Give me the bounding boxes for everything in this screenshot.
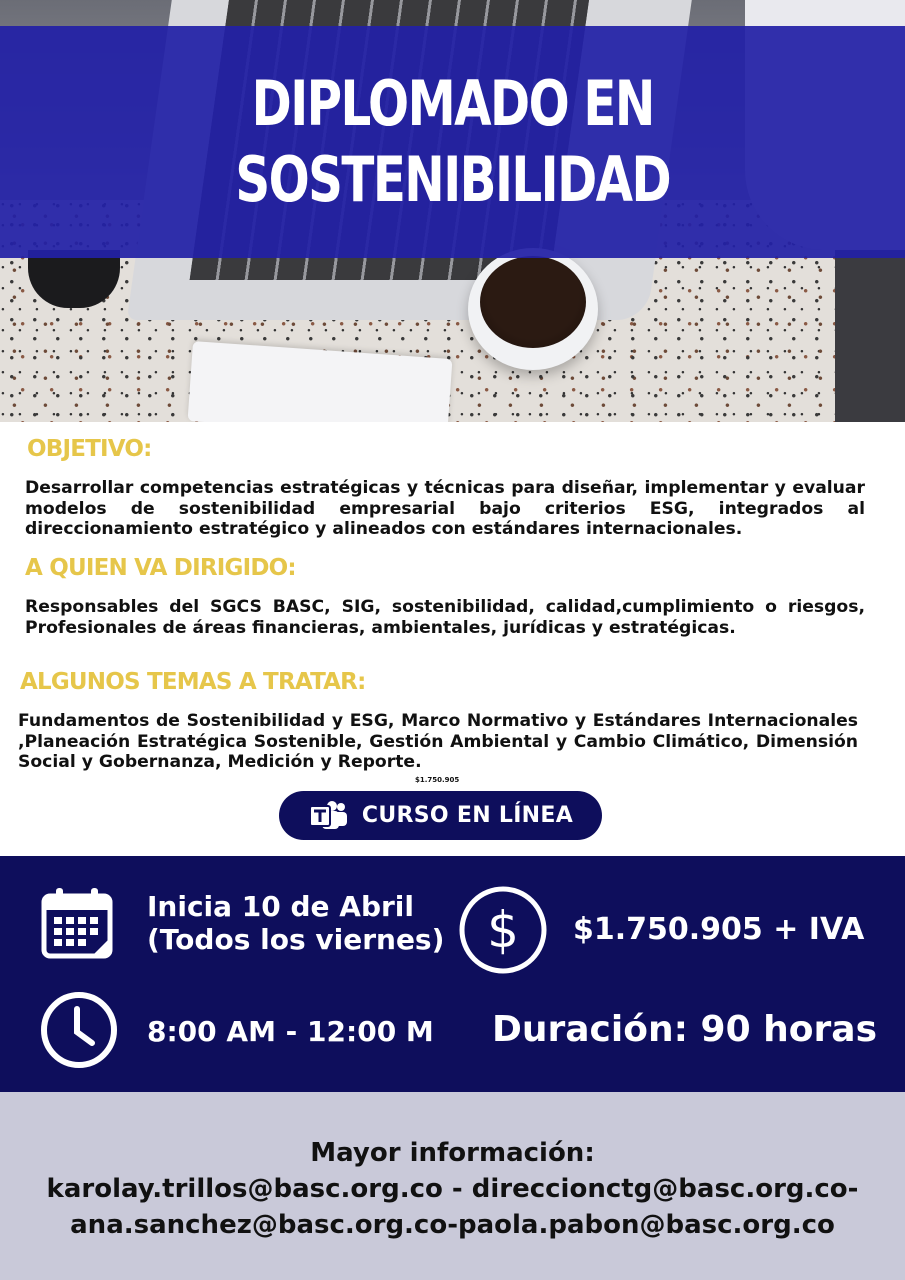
- temas-heading: ALGUNOS TEMAS A TRATAR:: [20, 669, 366, 695]
- course-online-label: CURSO EN LÍNEA: [361, 803, 574, 828]
- svg-text:$: $: [487, 901, 519, 959]
- price-text: $1.750.905 + IVA: [573, 912, 865, 947]
- info-band: [0, 856, 905, 1092]
- schedule-text: 8:00 AM - 12:00 M: [147, 1015, 434, 1048]
- dollar-icon: [458, 885, 548, 975]
- dirigido-body: Responsables del SGCS BASC, SIG, sostenibilidad, calidad,cumplimiento o riesgos, Profesionales de áreas financieras, ambientales, jurídicas y estratégicas.: [25, 597, 865, 638]
- course-online-button[interactable]: [279, 791, 602, 840]
- small-price-note: $1.750.905: [415, 776, 460, 784]
- dirigido-heading: A QUIEN VA DIRIGIDO:: [25, 555, 296, 581]
- contact-emails-line2: ana.sanchez@basc.org.co-paola.pabon@basc.org.co: [70, 1210, 835, 1240]
- title-banner: [0, 26, 905, 258]
- objetivo-body: Desarrollar competencias estratégicas y técnicas para diseñar, implementar y evaluar modelos de sostenibilidad empresarial bajo criterios ESG, integrados al direccionamiento estratégico y alineados con estándares internacionales.: [25, 478, 865, 539]
- contact-heading: Mayor información:: [310, 1138, 595, 1168]
- objetivo-heading: OBJETIVO:: [27, 436, 152, 462]
- calendar-icon: [40, 886, 114, 960]
- temas-body: Fundamentos de Sostenibilidad y ESG, Marco Normativo y Estándares Internacionales ,Planeación Estratégica Sostenible, Gestión Ambiental y Cambio Climático, Dimensión Social y Gobernanza, Medición y Reporte.: [18, 711, 858, 772]
- contact-emails-line1: karolay.trillos@basc.org.co - direccionctg@basc.org.co-: [46, 1174, 859, 1204]
- start-date-text: Inicia 10 de Abril (Todos los viernes): [147, 890, 445, 956]
- teams-icon: [308, 800, 348, 832]
- page-title: DIPLOMADO EN SOSTENIBILIDAD: [235, 67, 670, 216]
- clock-icon: [40, 991, 118, 1069]
- contact-band: [0, 1092, 905, 1280]
- duration-text: Duración: 90 horas: [492, 1009, 877, 1050]
